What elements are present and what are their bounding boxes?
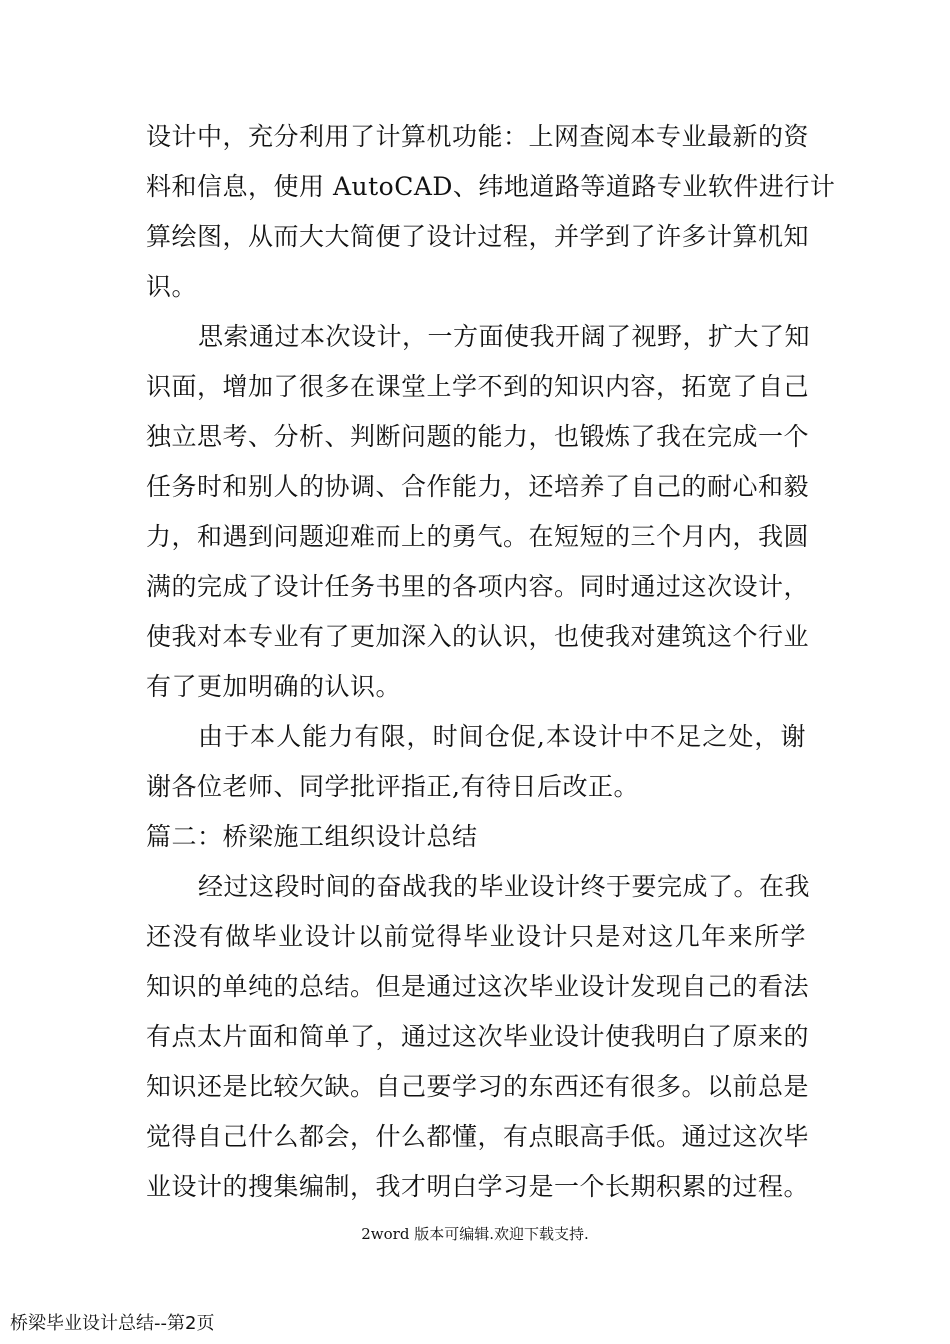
text-line: 力，和遇到问题迎难而上的勇气。在短短的三个月内，我圆 — [146, 522, 810, 551]
page-label: 桥梁毕业设计总结--第2页 — [10, 1313, 215, 1334]
text-line: 任务时和别人的协调、合作能力，还培养了自己的耐心和毅 — [146, 472, 810, 501]
text-line: 有了更加明确的认识。 — [146, 672, 402, 701]
text-line: 谢各位老师、同学批评指正,有待日后改正。 — [146, 772, 639, 801]
text-line: 由于本人能力有限，时间仓促,本设计中不足之处，谢 — [198, 722, 806, 751]
body-text — [146, 112, 836, 1212]
text-line: 使我对本专业有了更加深入的认识，也使我对建筑这个行业 — [146, 622, 810, 651]
text-line: 独立思考、分析、判断问题的能力，也锻炼了我在完成一个 — [146, 422, 810, 451]
text-line: 识面，增加了很多在课堂上学不到的知识内容，拓宽了自己 — [146, 372, 810, 401]
text-line: 料和信息，使用 AutoCAD、纬地道路等道路专业软件进行计 — [146, 172, 836, 201]
text-line: 知识还是比较欠缺。自己要学习的东西还有很多。以前总是 — [146, 1072, 810, 1101]
text-line: 觉得自己什么都会，什么都懂，有点眼高手低。通过这次毕 — [146, 1122, 810, 1151]
text-line: 识。 — [146, 272, 198, 301]
footer-note: 2word 版本可编辑.欢迎下载支持. — [361, 1225, 589, 1243]
section-heading: 篇二：桥梁施工组织设计总结 — [146, 822, 478, 851]
text-line: 还没有做毕业设计以前觉得毕业设计只是对这几年来所学 — [146, 922, 806, 951]
text-line: 有点太片面和简单了，通过这次毕业设计使我明白了原来的 — [146, 1022, 810, 1051]
text-line: 算绘图，从而大大简便了设计过程，并学到了许多计算机知 — [146, 222, 810, 251]
text-line: 业设计的搜集编制，我才明白学习是一个长期积累的过程。 — [146, 1172, 810, 1201]
text-line: 思索通过本次设计，一方面使我开阔了视野，扩大了知 — [198, 322, 811, 351]
text-line: 设计中，充分利用了计算机功能：上网查阅本专业最新的资 — [146, 122, 810, 151]
text-line: 满的完成了设计任务书里的各项内容。同时通过这次设计， — [146, 572, 810, 601]
text-line: 经过这段时间的奋战我的毕业设计终于要完成了。在我 — [198, 872, 811, 901]
text-line: 知识的单纯的总结。但是通过这次毕业设计发现自己的看法 — [146, 972, 810, 1001]
